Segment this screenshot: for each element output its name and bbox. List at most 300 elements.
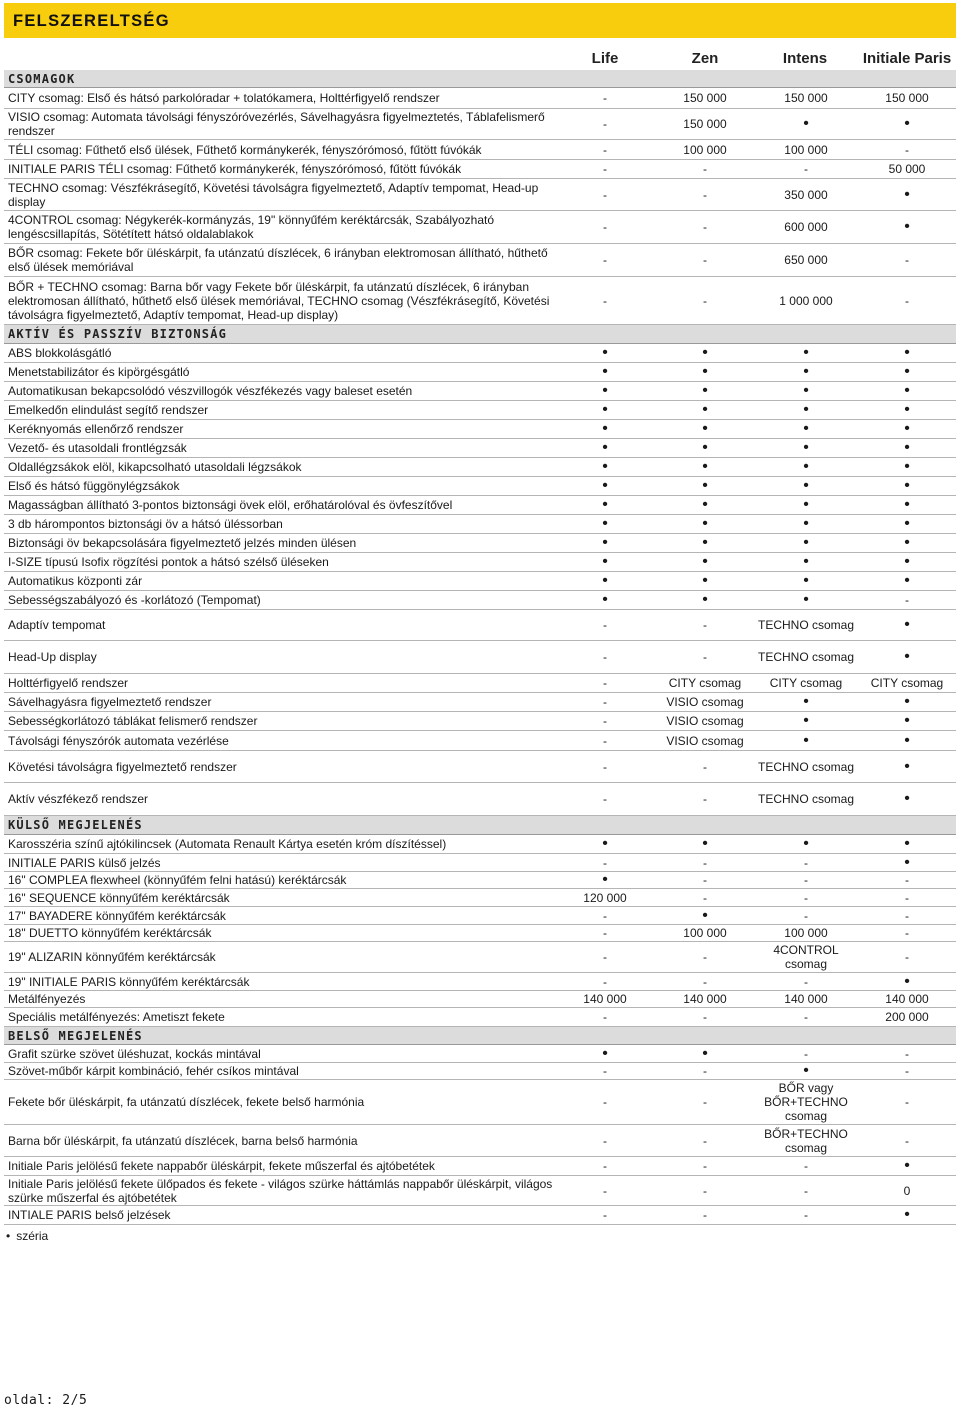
cell-value: 0: [903, 1183, 911, 1198]
table-row: [4, 872, 956, 889]
cell-value: -: [804, 873, 808, 887]
table-row: [4, 991, 956, 1008]
row-label: ABS blokkolásgátló: [8, 346, 112, 360]
cell-value: BŐR+TECHNO csomag: [764, 1126, 848, 1155]
table-row: [4, 553, 956, 572]
table-row: [4, 591, 956, 610]
standard-bullet-icon: •: [602, 382, 608, 399]
cell-value: -: [603, 618, 607, 632]
standard-bullet-icon: •: [904, 790, 910, 807]
standard-bullet-icon: •: [904, 363, 910, 380]
cell-value: -: [703, 1133, 707, 1148]
standard-bullet-icon: •: [702, 572, 708, 589]
table-row: [4, 835, 956, 854]
cell-value: -: [603, 695, 607, 709]
cell-value: -: [905, 142, 909, 157]
standard-bullet-icon: •: [904, 853, 910, 871]
row-label: INTIALE PARIS belső jelzések: [8, 1208, 171, 1222]
section-header: [4, 70, 956, 88]
row-label: Grafit szürke szövet üléshuzat, kockás mintával: [8, 1046, 261, 1061]
cell-value: -: [905, 1133, 909, 1148]
legend: [6, 1229, 48, 1243]
standard-bullet-icon: •: [702, 363, 708, 380]
table-row: [4, 641, 956, 674]
standard-bullet-icon: •: [904, 218, 910, 235]
standard-bullet-icon: •: [803, 693, 809, 710]
table-row: [4, 401, 956, 420]
standard-bullet-icon: •: [904, 115, 910, 132]
cell-value: -: [703, 950, 707, 964]
cell-value: -: [703, 1159, 707, 1173]
cell-value: -: [703, 855, 707, 870]
standard-bullet-icon: •: [803, 731, 809, 749]
row-label: 16" COMPLEA flexwheel (könnyűfém felni hatású) keréktárcsák: [8, 873, 347, 887]
table-row: [4, 1063, 956, 1080]
row-label: Metálfényezés: [8, 992, 86, 1006]
cell-value: -: [703, 650, 707, 664]
standard-bullet-icon: •: [904, 553, 910, 570]
cell-value: -: [804, 1046, 808, 1061]
table-row: [4, 783, 956, 816]
standard-bullet-icon: •: [803, 712, 809, 729]
cell-value: -: [703, 1010, 707, 1024]
cell-value: -: [905, 908, 909, 923]
cell-value: TECHNO csomag: [757, 759, 855, 774]
cell-value: 120 000: [583, 890, 627, 905]
cell-value: -: [703, 974, 707, 989]
row-label: Magasságban állítható 3-pontos biztonsági övek elöl, erőhatárolóval és övfeszítővel: [8, 498, 453, 512]
table-row: [4, 515, 956, 534]
standard-bullet-icon: •: [602, 591, 608, 608]
section-title: BELSŐ MEGJELENÉS: [8, 1028, 143, 1043]
cell-value: -: [603, 1064, 607, 1078]
cell-value: -: [804, 162, 808, 176]
row-label: Sebességkorlátozó táblákat felismerő rendszer: [8, 714, 258, 728]
standard-bullet-icon: •: [904, 972, 910, 990]
standard-bullet-icon: •: [904, 731, 910, 749]
legend-text: széria: [16, 1229, 49, 1243]
cell-value: -: [703, 1208, 707, 1222]
cell-value: BŐR vagy BŐR+TECHNO csomag: [764, 1081, 848, 1123]
table-row: [4, 211, 956, 244]
cell-value: -: [905, 593, 909, 607]
table-row: [4, 534, 956, 553]
cell-value: -: [603, 1159, 607, 1173]
table-row: [4, 344, 956, 363]
cell-value: 100 000: [683, 142, 727, 157]
row-label: Karosszéria színű ajtókilincsek (Automata Renault Kártya esetén króm díszítéssel): [8, 837, 447, 851]
cell-value: -: [603, 676, 607, 690]
column-header-initiale-paris: Initiale Paris: [862, 50, 952, 67]
cell-value: CITY csomag: [668, 676, 742, 690]
cell-value: -: [905, 890, 909, 905]
table-row: [4, 751, 956, 783]
row-label: Távolsági fényszórók automata vezérlése: [8, 733, 229, 748]
cell-value: 150 000: [683, 117, 727, 131]
standard-bullet-icon: •: [803, 591, 809, 608]
cell-value: -: [703, 1183, 707, 1198]
table-row: [4, 363, 956, 382]
column-header-intens: Intens: [782, 50, 828, 67]
row-label: Menetstabilizátor és kipörgésgátló: [8, 365, 190, 379]
standard-bullet-icon: •: [702, 496, 708, 513]
row-label: Keréknyomás ellenőrző rendszer: [8, 422, 184, 436]
cell-value: 150 000: [784, 91, 828, 105]
row-label: Automatikusan bekapcsolódó vészvillogók vészfékezés vagy baleset esetén: [8, 384, 413, 398]
cell-value: -: [804, 890, 808, 905]
standard-bullet-icon: •: [803, 1062, 809, 1079]
row-label: INITIALE PARIS TÉLI csomag: Fűthető kormánykerék, fényszórómosó, fűtött fúvókák: [8, 162, 462, 176]
cell-value: -: [804, 1159, 808, 1173]
cell-value: VISIO csomag: [666, 695, 744, 709]
row-label: 3 db hárompontos biztonsági öv a hátsó üléssorban: [8, 517, 283, 531]
row-label: 19" ALIZARIN könnyűfém keréktárcsák: [8, 950, 216, 964]
standard-bullet-icon: •: [803, 363, 809, 380]
row-label: CITY csomag: Első és hátsó parkolóradar + tolatókamera, Holttérfigyelő rendszer: [8, 91, 440, 105]
cell-value: -: [905, 1095, 909, 1109]
cell-value: -: [703, 253, 707, 267]
table-row: [4, 496, 956, 515]
standard-bullet-icon: •: [602, 344, 608, 361]
cell-value: -: [703, 1064, 707, 1078]
cell-value: 100 000: [683, 926, 727, 940]
standard-bullet-icon: •: [803, 553, 809, 570]
cell-value: -: [905, 293, 909, 308]
row-label: Sebességszabályozó és -korlátozó (Tempomat): [8, 593, 261, 607]
cell-value: -: [804, 1010, 808, 1024]
table-row: [4, 1080, 956, 1125]
standard-bullet-icon: •: [904, 835, 910, 852]
cell-value: -: [703, 618, 707, 632]
standard-bullet-icon: •: [904, 477, 910, 494]
cell-value: -: [603, 293, 607, 308]
row-label: VISIO csomag: Automata távolsági fényszóróvezérlés, Sávelhagyásra figyelmeztetés, Táblafelismerő rendszer: [8, 110, 545, 138]
row-label: 17" BAYADERE könnyűfém keréktárcsák: [8, 908, 226, 923]
column-header-zen: Zen: [691, 50, 719, 67]
standard-bullet-icon: •: [602, 553, 608, 570]
cell-value: 140 000: [683, 992, 727, 1006]
standard-bullet-icon: •: [904, 757, 910, 775]
standard-bullet-icon: •: [904, 458, 910, 475]
standard-bullet-icon: •: [904, 344, 910, 361]
standard-bullet-icon: •: [803, 401, 809, 418]
row-label: Speciális metálfényezés: Ametiszt fekete: [8, 1010, 225, 1024]
standard-bullet-icon: •: [803, 344, 809, 361]
cell-value: -: [905, 950, 909, 964]
cell-value: -: [603, 142, 607, 157]
row-label: 4CONTROL csomag: Négykerék-kormányzás, 19" könnyűfém keréktárcsák, Szabályozható lengéscsillapítás, Sötétített hátsó oldalablakok: [8, 213, 495, 241]
row-label: Automatikus központi zár: [8, 574, 143, 588]
cell-value: CITY csomag: [870, 676, 944, 690]
standard-bullet-icon: •: [904, 185, 910, 203]
table-row: [4, 439, 956, 458]
cell-value: 4CONTROL csomag: [773, 943, 839, 971]
cell-value: -: [603, 855, 607, 870]
page-title: FELSZERELTSÉG: [13, 12, 170, 30]
standard-bullet-icon: •: [702, 344, 708, 361]
standard-bullet-icon: •: [602, 572, 608, 589]
cell-value: -: [603, 220, 607, 234]
column-header-life: Life: [591, 50, 619, 67]
cell-value: -: [603, 1095, 607, 1109]
standard-bullet-icon: •: [6, 1229, 11, 1243]
standard-bullet-icon: •: [904, 1157, 910, 1174]
section-title: CSOMAGOK: [8, 71, 76, 86]
table-row: [4, 277, 956, 325]
standard-bullet-icon: •: [803, 835, 809, 852]
cell-value: -: [905, 873, 909, 887]
standard-bullet-icon: •: [904, 648, 910, 665]
standard-bullet-icon: •: [602, 496, 608, 513]
cell-value: -: [804, 855, 808, 870]
row-label: Vezető- és utasoldali frontlégzsák: [8, 441, 187, 455]
standard-bullet-icon: •: [904, 420, 910, 437]
standard-bullet-icon: •: [803, 534, 809, 551]
table-row: [4, 907, 956, 925]
row-label: I-SIZE típusú Isofix rögzítési pontok a hátsó szélső üléseken: [8, 555, 329, 569]
row-label: Aktív vészfékező rendszer: [8, 792, 149, 806]
table-row: [4, 1176, 956, 1206]
cell-value: 150 000: [683, 91, 727, 105]
section-header: [4, 816, 956, 835]
section-header: [4, 1027, 956, 1045]
row-label: INITIALE PARIS külső jelzés: [8, 855, 161, 870]
row-label: Szövet-műbőr kárpit kombináció, fehér csíkos mintával: [8, 1064, 299, 1078]
row-label: Initiale Paris jelölésű fekete nappabőr üléskárpit, fekete műszerfal és ajtóbetétek: [8, 1159, 435, 1173]
cell-value: -: [703, 220, 707, 234]
cell-value: -: [603, 908, 607, 923]
row-label: Holttérfigyelő rendszer: [8, 676, 129, 690]
cell-value: CITY csomag: [769, 676, 843, 690]
cell-value: -: [603, 650, 607, 664]
standard-bullet-icon: •: [702, 477, 708, 494]
cell-value: -: [603, 187, 607, 202]
cell-value: -: [603, 1208, 607, 1222]
table-row: [4, 693, 956, 712]
row-label: Head-Up display: [8, 650, 97, 664]
standard-bullet-icon: •: [803, 515, 809, 532]
cell-value: -: [603, 91, 607, 105]
cell-value: 100 000: [784, 926, 828, 940]
row-label: Első és hátsó függönylégzsákok: [8, 479, 180, 493]
cell-value: -: [603, 926, 607, 940]
standard-bullet-icon: •: [702, 553, 708, 570]
table-row: [4, 140, 956, 160]
cell-value: -: [905, 926, 909, 940]
table-row: [4, 854, 956, 872]
cell-value: VISIO csomag: [666, 714, 744, 728]
section-header: [4, 325, 956, 344]
cell-value: -: [603, 1133, 607, 1148]
standard-bullet-icon: •: [602, 420, 608, 437]
table-row: [4, 572, 956, 591]
row-label: Emelkedőn elindulást segítő rendszer: [8, 403, 209, 417]
standard-bullet-icon: •: [602, 1044, 608, 1062]
page-number: oldal: 2/5: [4, 1393, 88, 1408]
cell-value: 50 000: [888, 162, 926, 176]
table-row: [4, 1206, 956, 1225]
table-row: [4, 382, 956, 401]
cell-value: -: [905, 253, 909, 267]
standard-bullet-icon: •: [803, 382, 809, 399]
standard-bullet-icon: •: [702, 401, 708, 418]
standard-bullet-icon: •: [602, 835, 608, 852]
cell-value: -: [905, 1064, 909, 1078]
row-label: Adaptív tempomat: [8, 618, 106, 632]
cell-value: TECHNO csomag: [757, 650, 855, 664]
cell-value: -: [603, 759, 607, 774]
table-row: [4, 458, 956, 477]
table-row: [4, 712, 956, 731]
row-label: Sávelhagyásra figyelmeztető rendszer: [8, 695, 212, 709]
cell-value: -: [703, 873, 707, 887]
cell-value: -: [804, 1208, 808, 1222]
cell-value: -: [804, 908, 808, 923]
standard-bullet-icon: •: [904, 693, 910, 710]
standard-bullet-icon: •: [904, 712, 910, 729]
table-row: [4, 179, 956, 211]
row-label: Követési távolságra figyelmeztető rendszer: [8, 759, 237, 774]
cell-value: -: [703, 759, 707, 774]
table-row: [4, 610, 956, 641]
cell-value: -: [603, 733, 607, 748]
cell-value: -: [703, 187, 707, 202]
standard-bullet-icon: •: [904, 572, 910, 589]
row-label: 16" SEQUENCE könnyűfém keréktárcsák: [8, 890, 230, 905]
standard-bullet-icon: •: [803, 439, 809, 456]
cell-value: -: [804, 1183, 808, 1198]
row-label: Barna bőr üléskárpit, fa utánzatú díszlécek, barna belső harmónia: [8, 1133, 358, 1148]
standard-bullet-icon: •: [803, 477, 809, 494]
cell-value: -: [603, 974, 607, 989]
cell-value: 140 000: [885, 992, 929, 1006]
section-title: KÜLSŐ MEGJELENÉS: [8, 818, 143, 832]
cell-value: 100 000: [784, 142, 828, 157]
standard-bullet-icon: •: [702, 591, 708, 608]
standard-bullet-icon: •: [602, 534, 608, 551]
row-label: Biztonsági öv bekapcsolására figyelmeztető jelzés minden ülésen: [8, 536, 357, 550]
standard-bullet-icon: •: [702, 382, 708, 399]
standard-bullet-icon: •: [904, 439, 910, 456]
row-label: BŐR csomag: Fekete bőr üléskárpit, fa utánzatú díszlécek, 6 irányban elektromosan állítható, hűthető első ülések memóriával: [8, 246, 548, 274]
table-row: [4, 244, 956, 277]
standard-bullet-icon: •: [702, 1044, 708, 1062]
cell-value: 350 000: [784, 187, 828, 202]
row-label: Oldallégzsákok elöl, kikapcsolható utasoldali légzsákok: [8, 460, 302, 474]
standard-bullet-icon: •: [602, 439, 608, 456]
table-row: [4, 731, 956, 751]
cell-value: -: [603, 714, 607, 728]
cell-value: -: [603, 792, 607, 806]
table-row: [4, 160, 956, 179]
standard-bullet-icon: •: [602, 515, 608, 532]
cell-value: -: [703, 890, 707, 905]
table-row: [4, 109, 956, 140]
cell-value: -: [603, 162, 607, 176]
table-row: [4, 889, 956, 907]
table-row: [4, 973, 956, 991]
standard-bullet-icon: •: [803, 115, 809, 132]
standard-bullet-icon: •: [803, 458, 809, 475]
standard-bullet-icon: •: [803, 496, 809, 513]
standard-bullet-icon: •: [702, 515, 708, 532]
standard-bullet-icon: •: [602, 363, 608, 380]
standard-bullet-icon: •: [904, 534, 910, 551]
page-title-bar: [4, 3, 956, 38]
row-label: Fekete bőr üléskárpit, fa utánzatú díszlécek, fekete belső harmónia: [8, 1095, 365, 1109]
cell-value: -: [703, 293, 707, 308]
table-row: [4, 1008, 956, 1027]
section-title: AKTÍV ÉS PASSZÍV BIZTONSÁG: [8, 327, 228, 341]
standard-bullet-icon: •: [602, 458, 608, 475]
standard-bullet-icon: •: [702, 420, 708, 437]
standard-bullet-icon: •: [702, 835, 708, 852]
cell-value: -: [703, 792, 707, 806]
cell-value: TECHNO csomag: [757, 792, 855, 806]
cell-value: 650 000: [784, 253, 828, 267]
standard-bullet-icon: •: [904, 382, 910, 399]
cell-value: 140 000: [583, 992, 627, 1006]
cell-value: -: [603, 117, 607, 131]
table-row: [4, 477, 956, 496]
cell-value: VISIO csomag: [666, 733, 744, 748]
standard-bullet-icon: •: [702, 439, 708, 456]
cell-value: -: [603, 1183, 607, 1198]
cell-value: -: [703, 162, 707, 176]
table-row: [4, 420, 956, 439]
cell-value: -: [905, 1046, 909, 1061]
standard-bullet-icon: •: [904, 515, 910, 532]
cell-value: 140 000: [784, 992, 828, 1006]
standard-bullet-icon: •: [904, 1206, 910, 1223]
column-headers: [0, 50, 960, 70]
standard-bullet-icon: •: [904, 616, 910, 633]
cell-value: TECHNO csomag: [757, 618, 855, 632]
table-row: [4, 1157, 956, 1176]
cell-value: -: [603, 950, 607, 964]
table-row: [4, 674, 956, 693]
standard-bullet-icon: •: [803, 420, 809, 437]
cell-value: 150 000: [885, 91, 929, 105]
standard-bullet-icon: •: [702, 906, 708, 924]
cell-value: 600 000: [784, 220, 828, 234]
table-row: [4, 88, 956, 109]
cell-value: -: [804, 974, 808, 989]
standard-bullet-icon: •: [702, 534, 708, 551]
row-label: 19" INITIALE PARIS könnyűfém keréktárcsák: [8, 974, 250, 989]
table-row: [4, 1045, 956, 1063]
cell-value: 1 000 000: [779, 293, 833, 308]
standard-bullet-icon: •: [904, 496, 910, 513]
row-label: TECHNO csomag: Vészfékrásegítő, Követési távolságra figyelmeztető, Adaptív tempomat, Head-up display: [8, 180, 539, 209]
table-row: [4, 925, 956, 942]
cell-value: -: [603, 1010, 607, 1024]
row-label: TÉLI csomag: Fűthető első ülések, Fűthető kormánykerék, fényszórómosó, fűtött fúvókák: [8, 142, 482, 157]
table-row: [4, 1125, 956, 1157]
standard-bullet-icon: •: [602, 871, 608, 888]
row-label: Initiale Paris jelölésű fekete ülőpados és fekete - világos szürke háttámlás nappabőr üléskárpit, világos szürke műszerfal és ajtóbetétek: [8, 1176, 553, 1205]
table-row: [4, 942, 956, 973]
standard-bullet-icon: •: [904, 401, 910, 418]
row-label: 18" DUETTO könnyűfém keréktárcsák: [8, 926, 212, 940]
standard-bullet-icon: •: [702, 458, 708, 475]
row-label: BŐR + TECHNO csomag: Barna bőr vagy Fekete bőr üléskárpit, fa utánzatú díszlécek, 6 irányban elektromosan állítható, hűthető első ülések memóriával, TECHNO csomag (Vészfékrásegítő, Követési távolságra figyelmeztető, Adaptív tempomat, Head-up display): [8, 279, 550, 322]
standard-bullet-icon: •: [602, 401, 608, 418]
cell-value: 200 000: [885, 1010, 929, 1024]
cell-value: -: [603, 253, 607, 267]
standard-bullet-icon: •: [602, 477, 608, 494]
standard-bullet-icon: •: [803, 572, 809, 589]
